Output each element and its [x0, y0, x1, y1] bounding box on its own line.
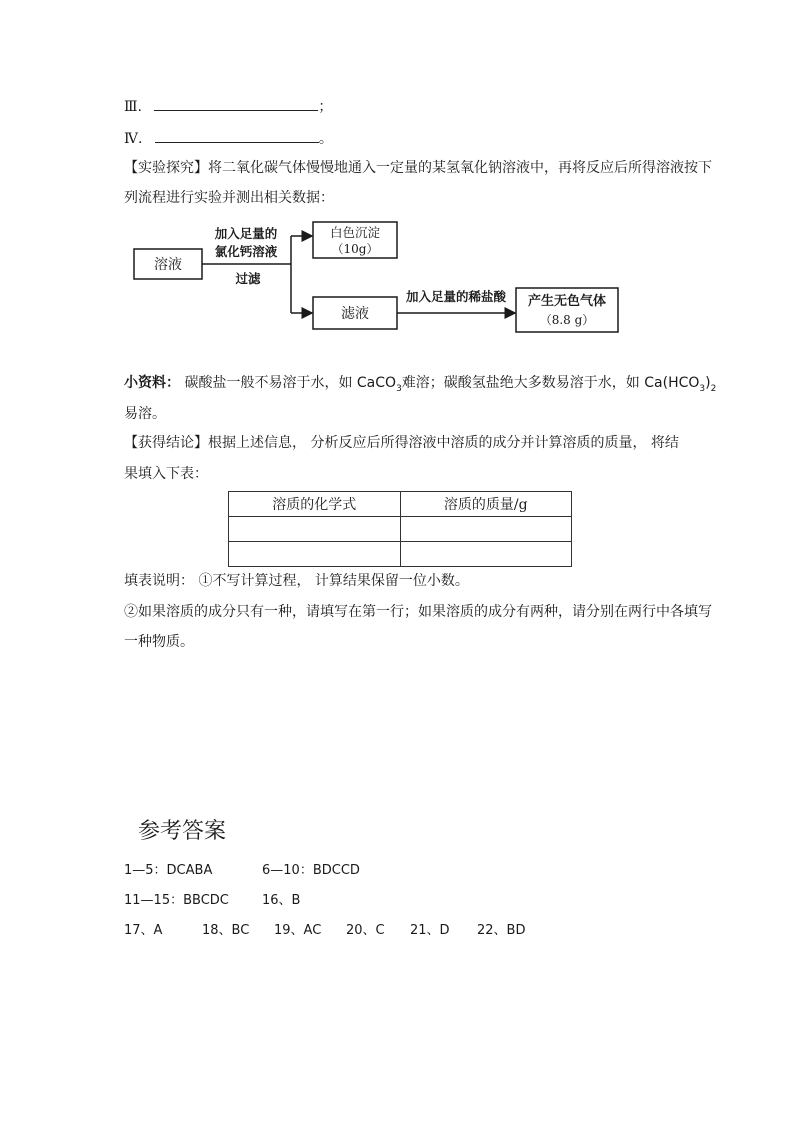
- filtrate-label: 滤液: [341, 306, 369, 322]
- table-cell-formula-1[interactable]: [229, 517, 401, 542]
- section-tag-conclusion: 【获得结论】: [124, 435, 208, 451]
- roman-numeral-4: Ⅳ.: [124, 131, 143, 147]
- precipitate-line-2: （10g）: [331, 242, 379, 256]
- reagent-1-line-2: 氯化钙溶液: [214, 244, 278, 259]
- fill-note-line-2: ②如果溶质的成分只有一种，请填写在第一行；如果溶质的成分有两种，请分别在两行中各填写: [124, 604, 712, 620]
- formula-caco3: CaCO$_3$: [356, 375, 402, 394]
- answer-item: 22、BD: [477, 923, 526, 938]
- answer-item: 18、BC: [202, 923, 250, 938]
- fill-note-line-1: 填表说明： ①不写计算过程， 计算结果保留一位小数。: [124, 573, 469, 589]
- answer-item: 19、AC: [274, 923, 322, 938]
- conclusion-paragraph-line-1: 【获得结论】根据上述信息， 分析反应后所得溶液中溶质的成分并计算溶质的质量， 将结: [124, 435, 679, 451]
- gas-line-2: （8.8 g）: [539, 313, 595, 327]
- formula-ca-hco3-2: $Ca(HCO_3)_2$: [644, 375, 717, 394]
- reagent-2-label: 加入足量的稀盐酸: [405, 289, 507, 304]
- reagent-1-line-1: 加入足量的: [214, 226, 278, 241]
- roman-numeral-3: Ⅲ.: [124, 99, 142, 115]
- answer-item: 17、A: [124, 923, 163, 938]
- table-header-formula: 溶质的化学式: [229, 492, 401, 517]
- conclusion-paragraph-line-2: 果填入下表：: [124, 466, 208, 482]
- precipitate-line-1: 白色沉淀: [329, 225, 381, 240]
- section-tag-experiment: 【实验探究】: [124, 160, 208, 176]
- blank-line-4: Ⅳ. 。: [124, 128, 333, 149]
- table-cell-formula-2[interactable]: [229, 542, 401, 567]
- table-header-mass: 溶质的质量/g: [400, 492, 572, 517]
- section-tag-info: 小资料：: [124, 375, 180, 391]
- answer-item: 11—15：BBCDC: [124, 893, 229, 908]
- gas-line-1: 产生无色气体: [527, 294, 607, 309]
- fill-note-line-3: 一种物质。: [124, 634, 194, 650]
- filter-label: 过滤: [235, 271, 261, 286]
- table-cell-mass-2[interactable]: [400, 542, 572, 567]
- experiment-flowchart: [0, 0, 800, 345]
- info-paragraph-line-2: 易溶。: [124, 406, 166, 422]
- table-cell-mass-1[interactable]: [400, 517, 572, 542]
- info-paragraph-line-1: 小资料： 碳酸盐一般不易溶于水，如 CaCO$_3$难溶；碳酸氢盐绝大多数易溶于水，如 $Ca(HCO_3)_2$: [124, 375, 717, 394]
- table-header-row: [229, 492, 572, 517]
- answer-item: 1—5：DCABA: [124, 863, 213, 878]
- answer-item: 6—10：BDCCD: [262, 863, 360, 878]
- blank-line-3: Ⅲ. ；: [124, 96, 332, 117]
- table-row: [229, 517, 572, 542]
- answer-item: 16、B: [262, 893, 301, 908]
- experiment-paragraph-line-2: 列流程进行实验并测出相关数据：: [124, 190, 334, 206]
- answers-title: 参考答案: [138, 819, 227, 844]
- experiment-paragraph-line-1: 【实验探究】将二氧化碳气体慢慢地通入一定量的某氢氧化钠溶液中，再将反应后所得溶液按下: [124, 160, 712, 176]
- result-table: [228, 491, 572, 567]
- answer-item: 20、C: [346, 923, 385, 938]
- solution-label: 溶液: [154, 257, 182, 273]
- table-row: [229, 542, 572, 567]
- answer-item: 21、D: [410, 923, 450, 938]
